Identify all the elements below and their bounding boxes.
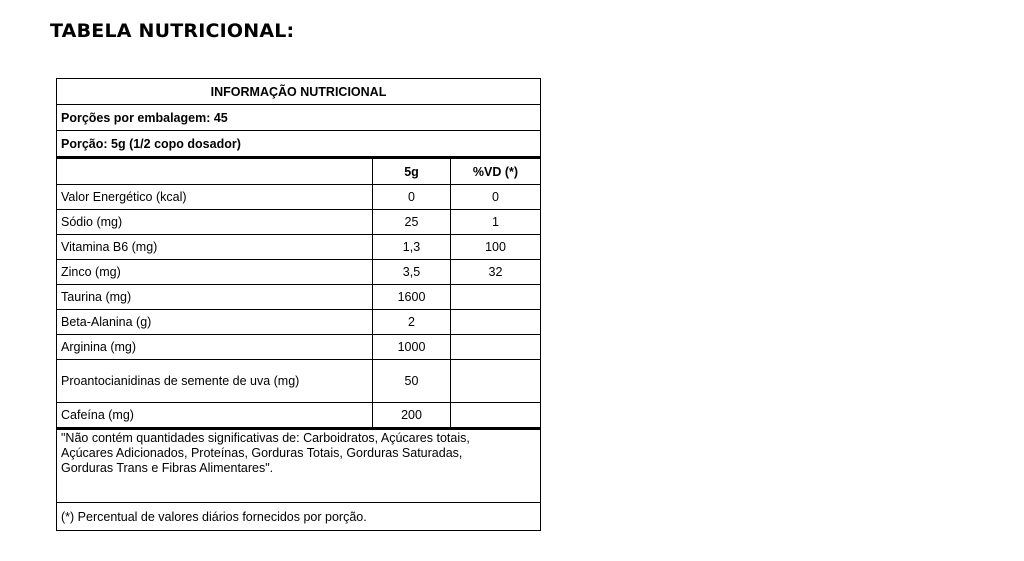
nutrient-amount: 1,3 xyxy=(373,235,451,259)
table-title-row xyxy=(57,79,540,104)
nutrient-name: Proantocianidinas de semente de uva (mg) xyxy=(57,360,373,402)
nutrient-amount: 25 xyxy=(373,210,451,234)
nutrient-amount: 200 xyxy=(373,403,451,427)
serving-size: Porção: 5g (1/2 copo dosador) xyxy=(61,136,241,151)
nutrient-amount: 50 xyxy=(373,360,451,402)
note-line: "Não contém quantidades significativas de: Carboidratos, Açúcares totais, xyxy=(61,431,470,445)
nutrient-name: Arginina (mg) xyxy=(57,335,373,359)
nutrient-dv: 0 xyxy=(492,190,499,204)
nutrient-amount: 1600 xyxy=(373,285,451,309)
nutrient-amount: 0 xyxy=(373,185,451,209)
nutrient-name: Taurina (mg) xyxy=(57,285,373,309)
footnote-row xyxy=(57,502,540,530)
nutrient-name: Vitamina B6 (mg) xyxy=(57,235,373,259)
table-row xyxy=(57,284,540,309)
nutrient-dv: 100 xyxy=(485,240,506,254)
nutrient-name: Zinco (mg) xyxy=(57,260,373,284)
insignificant-amounts-note xyxy=(57,430,540,502)
column-header-name xyxy=(57,159,373,184)
nutrient-dv xyxy=(451,285,540,309)
table-row xyxy=(57,234,540,259)
table-row xyxy=(57,309,540,334)
note-row xyxy=(57,427,540,502)
nutrient-dv: 1 xyxy=(492,215,499,229)
note-line: Gorduras Trans e Fibras Alimentares". xyxy=(61,461,274,475)
nutrient-amount: 1000 xyxy=(373,335,451,359)
page-heading: TABELA NUTRICIONAL: xyxy=(50,20,295,42)
nutrient-name: Beta-Alanina (g) xyxy=(57,310,373,334)
daily-value-footnote: (*) Percentual de valores diários fornecidos por porção. xyxy=(61,509,367,524)
nutrition-table xyxy=(56,78,541,531)
table-row xyxy=(57,259,540,284)
table-row xyxy=(57,334,540,359)
nutrient-dv: 32 xyxy=(488,265,503,279)
table-row xyxy=(57,359,540,402)
nutrient-dv xyxy=(451,335,540,359)
nutrient-dv xyxy=(451,360,540,402)
serving-size-row xyxy=(57,130,540,156)
column-header-amount: 5g xyxy=(373,159,451,184)
table-title: INFORMAÇÃO NUTRICIONAL xyxy=(210,84,387,99)
nutrient-dv xyxy=(451,310,540,334)
nutrient-name: Valor Energético (kcal) xyxy=(57,185,373,209)
servings-row xyxy=(57,104,540,130)
nutrient-dv xyxy=(451,403,540,427)
table-row xyxy=(57,402,540,427)
note-line: Açúcares Adicionados, Proteínas, Gorduras Totais, Gorduras Saturadas, xyxy=(61,446,463,460)
servings-per-package: Porções por embalagem: 45 xyxy=(61,110,228,125)
nutrient-name: Cafeína (mg) xyxy=(57,403,373,427)
nutrient-amount: 3,5 xyxy=(373,260,451,284)
table-row xyxy=(57,209,540,234)
column-header-dv: %VD (*) xyxy=(472,164,519,179)
nutrient-name: Sódio (mg) xyxy=(57,210,373,234)
column-header-row xyxy=(57,156,540,184)
table-row xyxy=(57,184,540,209)
nutrient-amount: 2 xyxy=(373,310,451,334)
